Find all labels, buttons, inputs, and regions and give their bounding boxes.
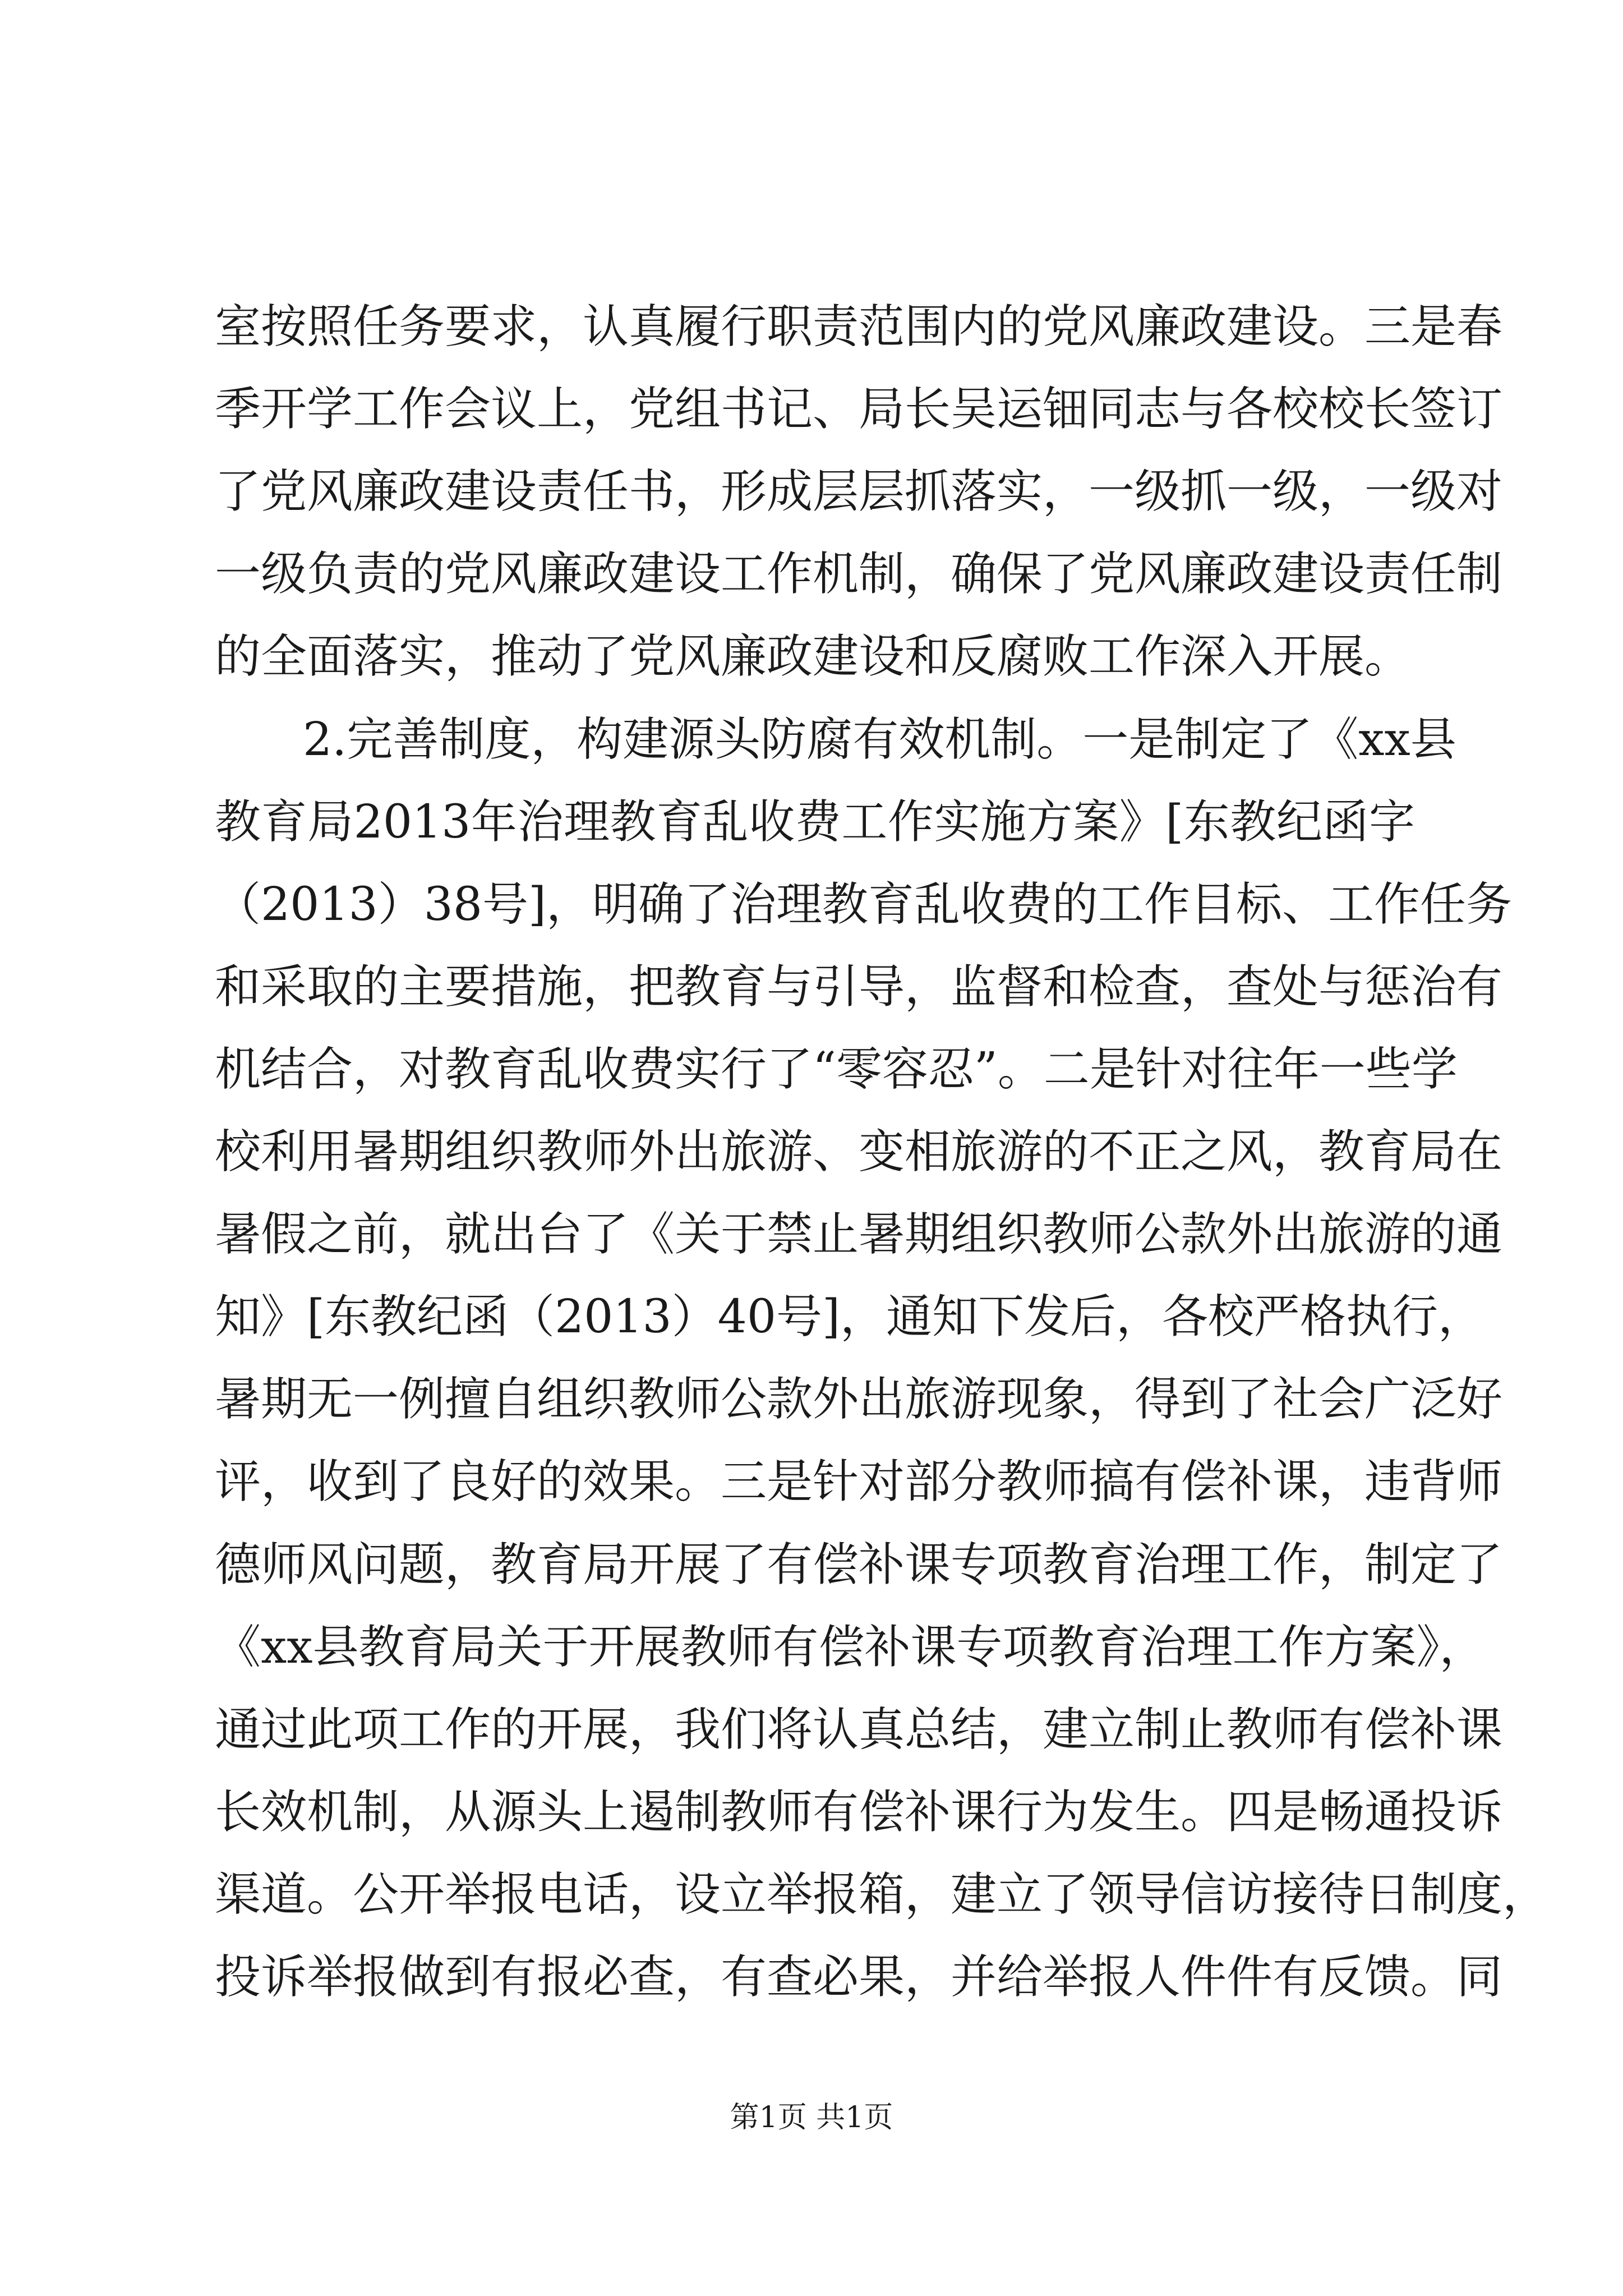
text-line-8: （2013）38号]，明确了治理教育乱收费的工作目标、工作任务 [215, 878, 1513, 931]
text-line-1: 室按照任务要求，认真履行职责范围内的党风廉政建设。三是春 [215, 300, 1503, 353]
text-line-13: 知》[东教纪函（2013）40号]，通知下发后，各校严格执行， [215, 1290, 1484, 1343]
text-line-21: 投诉举报做到有报必查，有查必果，并给举报人件件有反馈。同 [215, 1950, 1503, 2004]
paragraph-2-first-line: 2.完善制度，构建源头防腐有效机制。一是制定了《xx县 [303, 713, 1456, 766]
text-line-7: 教育局2013年治理教育乱收费工作实施方案》[东教纪函字 [215, 795, 1415, 849]
text-line-12: 暑假之前，就出台了《关于禁止暑期组织教师公款外出旅游的通 [215, 1208, 1503, 1261]
text-line-20: 渠道。公开举报电话，设立举报箱，建立了领导信访接待日制度， [215, 1868, 1549, 1921]
text-line-2: 季开学工作会议上，党组书记、局长吴运钿同志与各校校长签订 [215, 383, 1503, 436]
text-line-19: 长效机制，从源头上遏制教师有偿补课行为发生。四是畅通投诉 [215, 1786, 1503, 1839]
text-line-16: 德师风问题，教育局开展了有偿补课专项教育治理工作，制定了 [215, 1538, 1503, 1591]
text-line-9: 和采取的主要措施，把教育与引导，监督和检查，查处与惩治有 [215, 960, 1503, 1014]
text-line-4: 一级负责的党风廉政建设工作机制，确保了党风廉政建设责任制 [215, 547, 1503, 601]
text-line-15: 评，收到了良好的效果。三是针对部分教师搞有偿补课，违背师 [215, 1455, 1503, 1508]
text-line-14: 暑期无一例擅自组织教师公款外出旅游现象，得到了社会广泛好 [215, 1373, 1503, 1426]
text-line-18: 通过此项工作的开展，我们将认真总结，建立制止教师有偿补课 [215, 1703, 1503, 1756]
text-line-10: 机结合，对教育乱收费实行了“零容忍”。二是针对往年一些学 [215, 1043, 1458, 1096]
text-line-3: 了党风廉政建设责任书，形成层层抓落实，一级抓一级，一级对 [215, 465, 1503, 518]
text-line-17: 《xx县教育局关于开展教师有偿补课专项教育治理工作方案》， [215, 1621, 1486, 1674]
page-footer: 第1页 共1页 [730, 2101, 893, 2134]
text-line-5: 的全面落实，推动了党风廉政建设和反腐败工作深入开展。 [215, 630, 1411, 683]
text-line-11: 校利用暑期组织教师外出旅游、变相旅游的不正之风，教育局在 [215, 1125, 1503, 1179]
